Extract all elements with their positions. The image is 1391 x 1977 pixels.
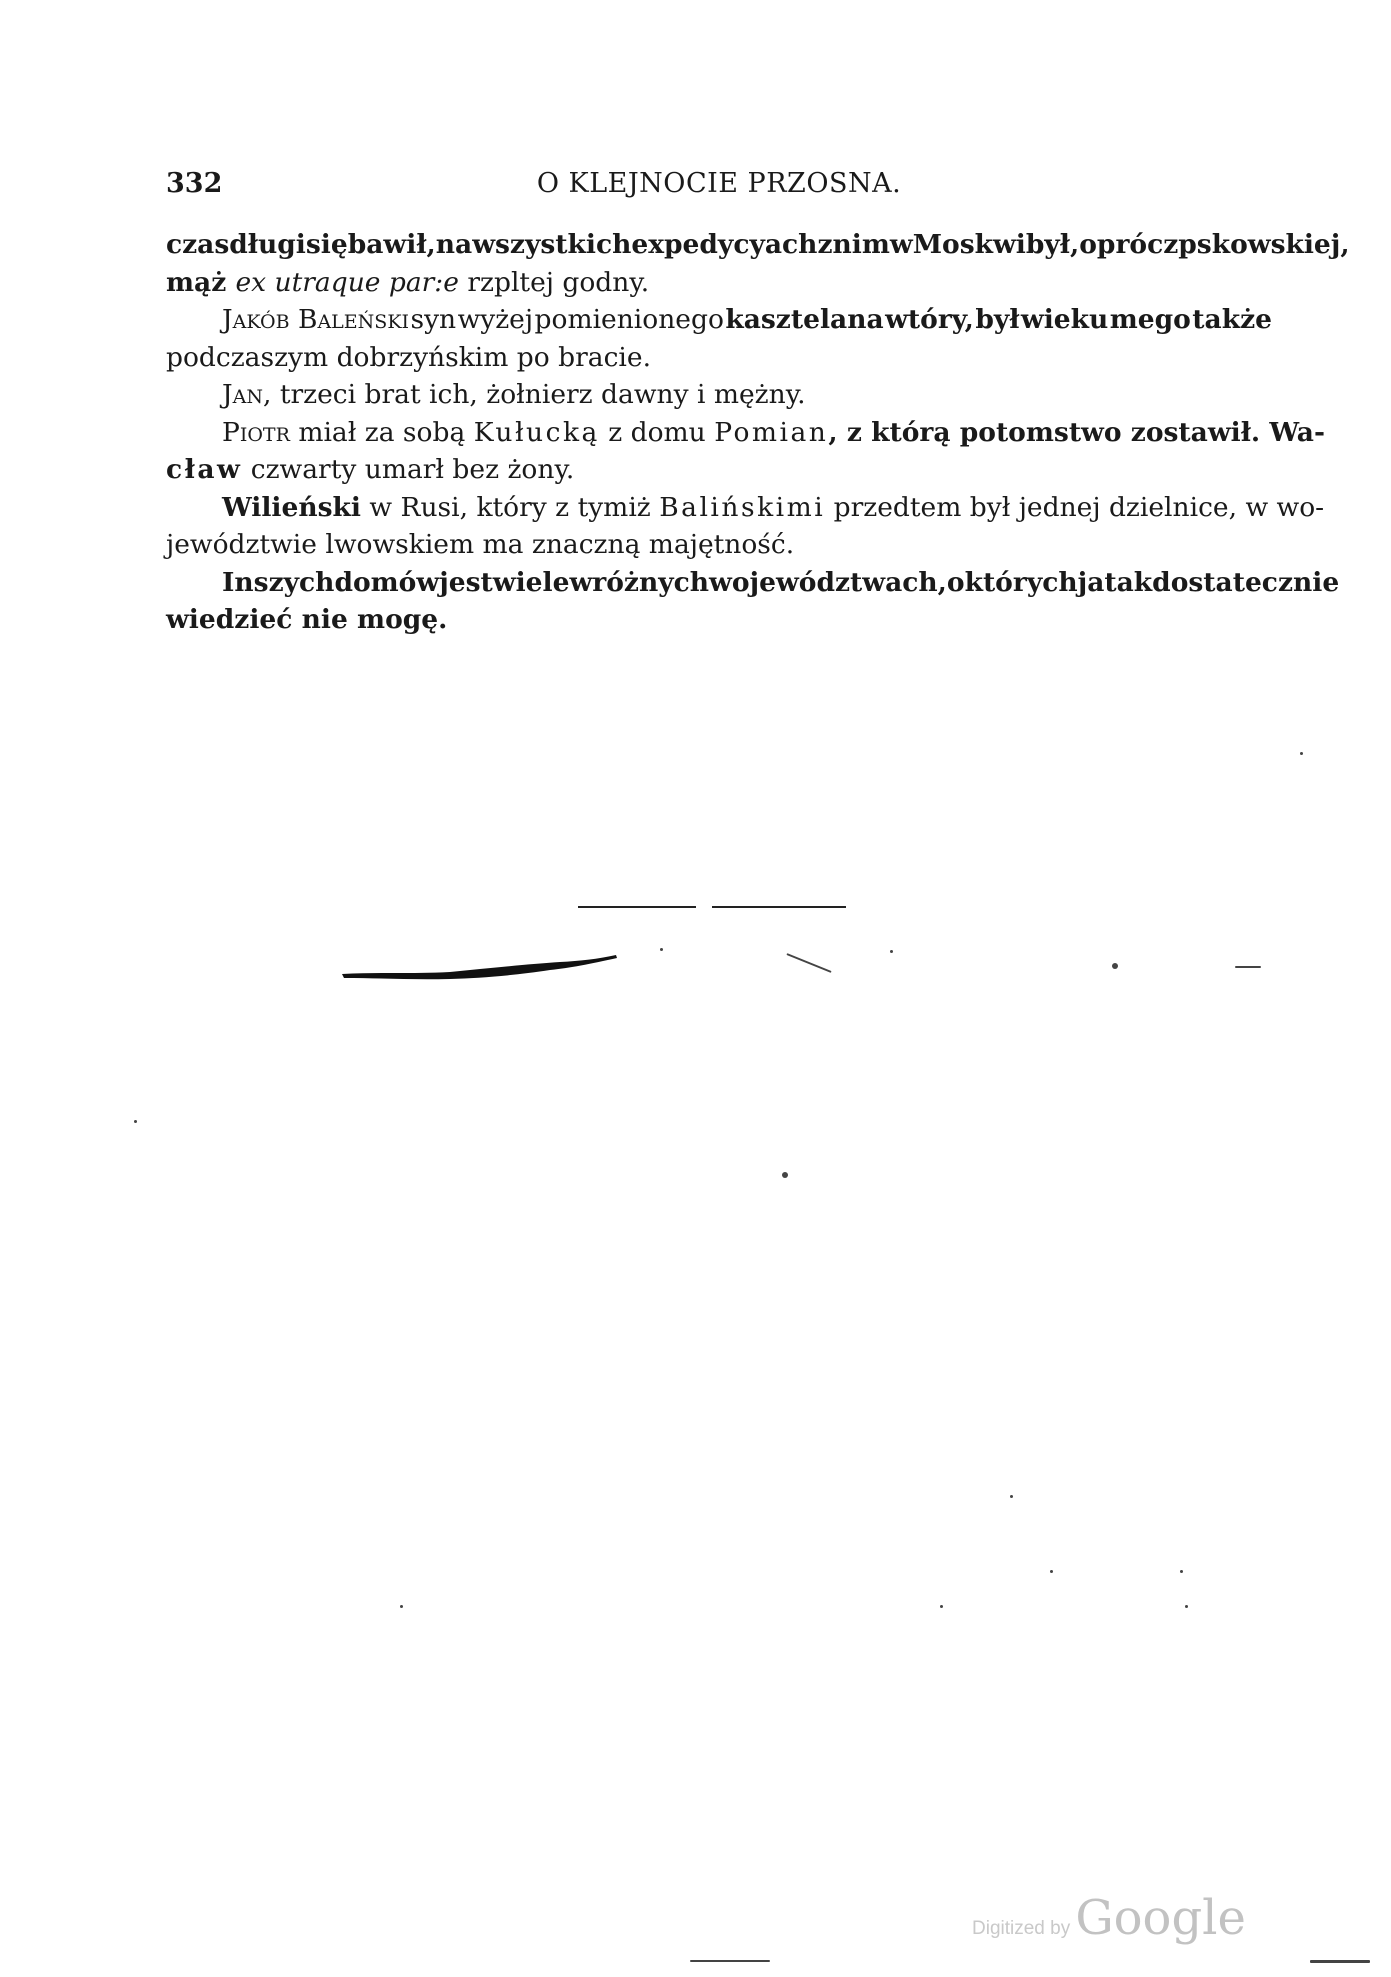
watermark-prefix: Digitized by (972, 1918, 1071, 1939)
word: województwach, (709, 566, 947, 598)
person-name: cław (166, 454, 243, 485)
word: w (889, 229, 913, 260)
word: był, (1025, 229, 1080, 260)
word: bawił, (347, 229, 436, 260)
page-header (166, 168, 1272, 208)
running-title: O KLEJNOCIE PRZOSNA. (536, 168, 902, 199)
text-fragment: rzpltej godny. (458, 266, 650, 298)
word: Moskwi (912, 229, 1026, 260)
text-fragment: miał za sobą (289, 416, 474, 448)
word: różnych (592, 566, 710, 598)
text-line-5 (166, 376, 1272, 414)
latin-phrase: ex utraque par:e (235, 266, 459, 298)
person-name: Piotr (222, 416, 290, 448)
word: syn (410, 304, 457, 335)
text-fragment: , z którą potomstwo zostawił. Wa- (828, 416, 1325, 448)
word: Inszych (222, 566, 335, 598)
text-fragment: czwarty umarł bez żony. (242, 454, 575, 485)
text-fragment: , trzeci brat ich, żołnierz dawny i mężny. (262, 379, 806, 410)
scan-speck (890, 950, 893, 953)
word: był (975, 304, 1020, 335)
person-name: Kułucką (473, 416, 600, 448)
text-line-4: podczaszym dobrzyńskim po bracie. (166, 341, 651, 373)
ink-smear (340, 952, 620, 988)
end-rule-left (578, 906, 696, 908)
text-fragment: z domu (599, 416, 715, 448)
word: z (817, 229, 833, 260)
text-line-3 (166, 301, 1272, 339)
scan-speck (1112, 963, 1118, 969)
scan-speck (1185, 1605, 1188, 1608)
word: czas (166, 229, 230, 260)
text-fragment: mąż (166, 266, 236, 298)
word: oprócz (1079, 229, 1179, 260)
family-name: Pomian (714, 416, 829, 448)
scan-speck (1300, 752, 1303, 755)
digitized-by-watermark (972, 1890, 1246, 1946)
word: dostatecznie (1152, 566, 1340, 598)
scan-speck (782, 1172, 788, 1178)
scan-speck (940, 1605, 943, 1608)
text-line-7 (166, 451, 1272, 489)
word: których (964, 566, 1078, 598)
word: ja (1077, 566, 1105, 598)
word: także (1192, 304, 1272, 335)
text-line-8 (166, 489, 1325, 527)
word: mego (1109, 304, 1191, 335)
text-line-10 (166, 564, 1340, 602)
text-line-11: wiedzieć nie mogę. (166, 604, 448, 635)
word: tak (1104, 566, 1153, 598)
scan-speck (400, 1605, 403, 1608)
body-text (166, 226, 1350, 639)
scan-speck (1180, 1570, 1183, 1573)
word: się (305, 229, 348, 260)
scan-speck (690, 1960, 770, 1962)
word: wszystkich (472, 229, 632, 260)
word: wieku (1020, 304, 1109, 335)
word: pomienionego (534, 304, 724, 335)
scan-speck (1050, 1570, 1053, 1573)
text-line-6 (166, 414, 1325, 452)
text-line-2 (166, 264, 1272, 302)
scan-speck (1235, 966, 1261, 968)
word: kasztelana (725, 304, 884, 335)
word: długi (229, 229, 306, 260)
word: pskowskiej, (1178, 229, 1350, 260)
text-fragment: przedtem był jednej dzielnice, w wo- (825, 491, 1325, 523)
word: w (569, 566, 593, 598)
text-line-1 (166, 226, 1350, 264)
scan-speck (660, 948, 663, 951)
person-name: Jan (222, 379, 263, 410)
word: domów (334, 566, 440, 598)
scan-speck (1310, 1960, 1370, 1963)
word: wtóry, (885, 304, 974, 335)
page-number: 332 (166, 168, 223, 199)
word: nim (832, 229, 890, 260)
word: na (435, 229, 473, 260)
google-logo: Google (1075, 1890, 1246, 1946)
text-line-9: jewództwie lwowskiem ma znaczną majętność. (166, 529, 795, 560)
word: jest (439, 566, 493, 598)
word: wiele (492, 566, 570, 598)
word: o (946, 566, 965, 598)
word: wyżej (457, 304, 534, 335)
person-name: Jakób Baleński (222, 304, 410, 335)
end-rule-right (712, 906, 846, 908)
scan-speck (1010, 1495, 1013, 1498)
word: expedycyach (631, 229, 818, 260)
text-fragment: w Rusi, który z tymiż (360, 491, 660, 523)
scan-speck (134, 1120, 137, 1123)
family-name: Wilieński (222, 491, 361, 523)
family-name: Balińskimi (659, 491, 826, 523)
scan-speck (786, 953, 831, 973)
